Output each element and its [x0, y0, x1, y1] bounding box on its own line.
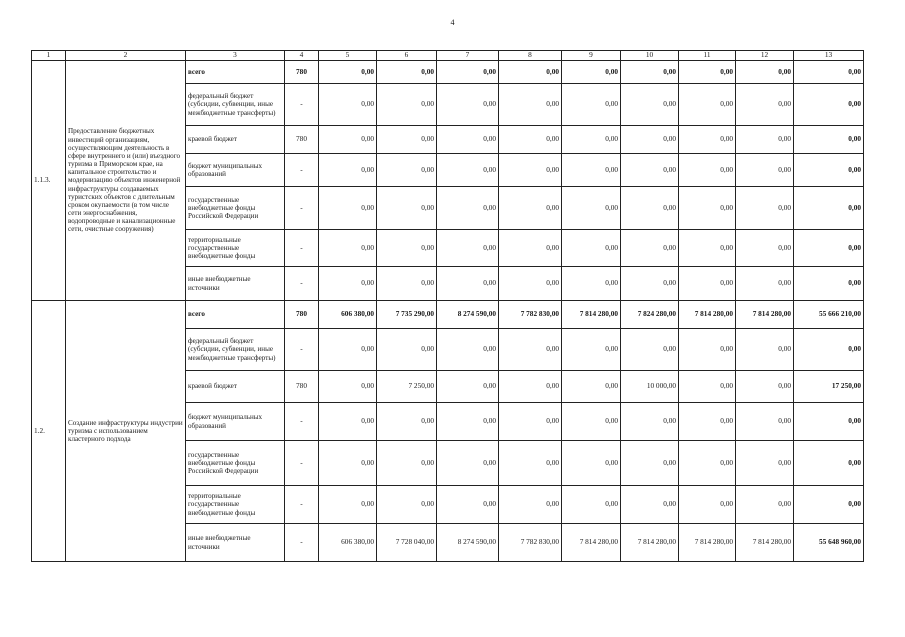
total-value-cell: 0,00: [794, 267, 864, 301]
value-cell: 0,00: [736, 267, 794, 301]
value-cell: 0,00: [679, 486, 736, 524]
value-cell: 7 250,00: [377, 371, 437, 403]
value-cell: 8 274 590,00: [437, 301, 499, 329]
value-cell: 0,00: [621, 267, 679, 301]
value-cell: 0,00: [736, 230, 794, 267]
total-value-cell: 0,00: [794, 230, 864, 267]
value-cell: 0,00: [377, 329, 437, 371]
value-cell: 0,00: [736, 154, 794, 187]
budget-code: 780: [285, 301, 319, 329]
value-cell: 0,00: [562, 61, 621, 84]
funding-source: иные внебюджетные источники: [186, 524, 285, 562]
value-cell: 0,00: [562, 187, 621, 230]
value-cell: 0,00: [437, 441, 499, 486]
value-cell: 0,00: [736, 371, 794, 403]
total-value-cell: 55 648 960,00: [794, 524, 864, 562]
column-header: 11: [679, 51, 736, 61]
column-header: 12: [736, 51, 794, 61]
budget-table: [31, 50, 864, 562]
value-cell: 0,00: [621, 441, 679, 486]
value-cell: 0,00: [562, 403, 621, 441]
value-cell: 0,00: [679, 187, 736, 230]
value-cell: 0,00: [499, 329, 562, 371]
value-cell: 0,00: [499, 441, 562, 486]
column-header: 8: [499, 51, 562, 61]
value-cell: 0,00: [562, 371, 621, 403]
total-value-cell: 0,00: [794, 403, 864, 441]
column-header: 10: [621, 51, 679, 61]
value-cell: 0,00: [621, 486, 679, 524]
value-cell: 7 728 040,00: [377, 524, 437, 562]
value-cell: 0,00: [437, 371, 499, 403]
value-cell: 0,00: [499, 371, 562, 403]
value-cell: 0,00: [736, 329, 794, 371]
budget-code: -: [285, 441, 319, 486]
value-cell: 0,00: [736, 84, 794, 126]
value-cell: 0,00: [377, 267, 437, 301]
page-number: 4: [450, 18, 455, 27]
value-cell: 0,00: [377, 61, 437, 84]
budget-code: -: [285, 403, 319, 441]
value-cell: 7 735 290,00: [377, 301, 437, 329]
value-cell: 0,00: [621, 230, 679, 267]
value-cell: 0,00: [562, 441, 621, 486]
value-cell: 0,00: [377, 441, 437, 486]
value-cell: 0,00: [377, 126, 437, 154]
budget-code: 780: [285, 61, 319, 84]
budget-code: -: [285, 154, 319, 187]
budget-code: -: [285, 524, 319, 562]
budget-code: -: [285, 267, 319, 301]
funding-source: государственные внебюджетные фонды Российской Федерации: [186, 187, 285, 230]
section-name: Создание инфраструктуры индустрии туризма с использованием кластерного подхода: [66, 301, 186, 562]
funding-source: бюджет муниципальных образований: [186, 403, 285, 441]
value-cell: 7 814 280,00: [736, 524, 794, 562]
value-cell: 0,00: [562, 267, 621, 301]
value-cell: 0,00: [499, 267, 562, 301]
value-cell: 0,00: [319, 154, 377, 187]
value-cell: 0,00: [377, 486, 437, 524]
value-cell: 0,00: [319, 61, 377, 84]
budget-code: -: [285, 486, 319, 524]
budget-code: -: [285, 230, 319, 267]
section-code: 1.2.: [32, 301, 66, 562]
total-value-cell: 0,00: [794, 441, 864, 486]
budget-code: -: [285, 84, 319, 126]
column-header: 13: [794, 51, 864, 61]
value-cell: 0,00: [319, 267, 377, 301]
section-code: 1.1.3.: [32, 61, 66, 301]
value-cell: 0,00: [437, 267, 499, 301]
value-cell: 0,00: [319, 187, 377, 230]
column-header: 5: [319, 51, 377, 61]
value-cell: 0,00: [499, 84, 562, 126]
value-cell: 0,00: [679, 61, 736, 84]
funding-source: краевой бюджет: [186, 371, 285, 403]
value-cell: 0,00: [621, 154, 679, 187]
value-cell: 0,00: [319, 230, 377, 267]
value-cell: 0,00: [621, 84, 679, 126]
value-cell: 0,00: [562, 486, 621, 524]
total-value-cell: 0,00: [794, 84, 864, 126]
funding-source: территориальные государственные внебюджетные фонды: [186, 486, 285, 524]
value-cell: 10 000,00: [621, 371, 679, 403]
total-value-cell: 17 250,00: [794, 371, 864, 403]
value-cell: 0,00: [736, 403, 794, 441]
funding-source: иные внебюджетные источники: [186, 267, 285, 301]
value-cell: 7 814 280,00: [621, 524, 679, 562]
value-cell: 0,00: [621, 403, 679, 441]
value-cell: 7 814 280,00: [679, 301, 736, 329]
value-cell: 0,00: [319, 126, 377, 154]
value-cell: 0,00: [621, 329, 679, 371]
value-cell: 606 380,00: [319, 524, 377, 562]
column-number-row: [32, 51, 864, 61]
value-cell: 0,00: [679, 84, 736, 126]
budget-code: 780: [285, 371, 319, 403]
funding-source: территориальные государственные внебюджетные фонды: [186, 230, 285, 267]
total-value-cell: 0,00: [794, 486, 864, 524]
value-cell: 0,00: [499, 403, 562, 441]
column-header: 2: [66, 51, 186, 61]
value-cell: 7 814 280,00: [562, 524, 621, 562]
value-cell: 0,00: [499, 61, 562, 84]
value-cell: 0,00: [679, 126, 736, 154]
value-cell: 7 782 830,00: [499, 524, 562, 562]
value-cell: 0,00: [437, 329, 499, 371]
funding-source: государственные внебюджетные фонды Российской Федерации: [186, 441, 285, 486]
value-cell: 7 814 280,00: [736, 301, 794, 329]
value-cell: 0,00: [377, 187, 437, 230]
value-cell: 0,00: [377, 403, 437, 441]
funding-source: краевой бюджет: [186, 126, 285, 154]
value-cell: 0,00: [679, 230, 736, 267]
total-value-cell: 0,00: [794, 329, 864, 371]
value-cell: 0,00: [736, 126, 794, 154]
funding-source: федеральный бюджет (субсидии, субвенции, иные межбюджетные трансферты): [186, 84, 285, 126]
value-cell: 7 824 280,00: [621, 301, 679, 329]
value-cell: 0,00: [679, 403, 736, 441]
value-cell: 0,00: [736, 486, 794, 524]
value-cell: 0,00: [437, 61, 499, 84]
value-cell: 0,00: [319, 486, 377, 524]
funding-source: всего: [186, 61, 285, 84]
column-header: 3: [186, 51, 285, 61]
value-cell: 0,00: [621, 187, 679, 230]
total-value-cell: 0,00: [794, 126, 864, 154]
value-cell: 0,00: [736, 61, 794, 84]
value-cell: 0,00: [562, 154, 621, 187]
value-cell: 0,00: [437, 154, 499, 187]
value-cell: 0,00: [736, 187, 794, 230]
total-value-cell: 0,00: [794, 154, 864, 187]
value-cell: 0,00: [437, 230, 499, 267]
value-cell: 0,00: [437, 187, 499, 230]
total-value-cell: 0,00: [794, 61, 864, 84]
value-cell: 7 814 280,00: [562, 301, 621, 329]
value-cell: 0,00: [679, 329, 736, 371]
value-cell: 7 782 830,00: [499, 301, 562, 329]
value-cell: 0,00: [679, 371, 736, 403]
budget-code: 780: [285, 126, 319, 154]
value-cell: 0,00: [679, 441, 736, 486]
value-cell: 0,00: [319, 403, 377, 441]
budget-code: -: [285, 329, 319, 371]
value-cell: 0,00: [377, 230, 437, 267]
value-cell: 0,00: [319, 441, 377, 486]
total-value-cell: 0,00: [794, 187, 864, 230]
value-cell: 0,00: [621, 126, 679, 154]
value-cell: 0,00: [562, 84, 621, 126]
value-cell: 606 380,00: [319, 301, 377, 329]
total-row: [32, 61, 864, 84]
value-cell: 0,00: [319, 84, 377, 126]
column-header: 4: [285, 51, 319, 61]
value-cell: 0,00: [499, 187, 562, 230]
value-cell: 0,00: [562, 230, 621, 267]
column-header: 7: [437, 51, 499, 61]
value-cell: 0,00: [679, 154, 736, 187]
total-value-cell: 55 666 210,00: [794, 301, 864, 329]
value-cell: 0,00: [437, 126, 499, 154]
value-cell: 0,00: [437, 486, 499, 524]
section-name: Предоставление бюджетных инвестиций организациям, осуществляющим деятельность в сфере внутреннего и (или) въездного туризма в Приморском крае, на капитальное строительство и модернизацию объектов инженерной инфраструктуры создаваемых туристских объектов с длительным сроком окупаемости (в том числе сети энергоснабжения, водопроводные и канализационные сети, очистные сооружения): [66, 61, 186, 301]
value-cell: 7 814 280,00: [679, 524, 736, 562]
column-header: 9: [562, 51, 621, 61]
value-cell: 0,00: [319, 329, 377, 371]
column-header: 1: [32, 51, 66, 61]
value-cell: 0,00: [679, 267, 736, 301]
budget-code: -: [285, 187, 319, 230]
column-header: 6: [377, 51, 437, 61]
funding-source: всего: [186, 301, 285, 329]
funding-source: федеральный бюджет (субсидии, субвенции, иные межбюджетные трансферты): [186, 329, 285, 371]
value-cell: 0,00: [499, 486, 562, 524]
funding-source: бюджет муниципальных образований: [186, 154, 285, 187]
value-cell: 0,00: [736, 441, 794, 486]
value-cell: 8 274 590,00: [437, 524, 499, 562]
value-cell: 0,00: [499, 126, 562, 154]
value-cell: 0,00: [377, 154, 437, 187]
value-cell: 0,00: [621, 61, 679, 84]
value-cell: 0,00: [319, 371, 377, 403]
value-cell: 0,00: [562, 329, 621, 371]
value-cell: 0,00: [499, 230, 562, 267]
value-cell: 0,00: [377, 84, 437, 126]
value-cell: 0,00: [437, 84, 499, 126]
total-row: [32, 301, 864, 329]
value-cell: 0,00: [562, 126, 621, 154]
value-cell: 0,00: [437, 403, 499, 441]
value-cell: 0,00: [499, 154, 562, 187]
